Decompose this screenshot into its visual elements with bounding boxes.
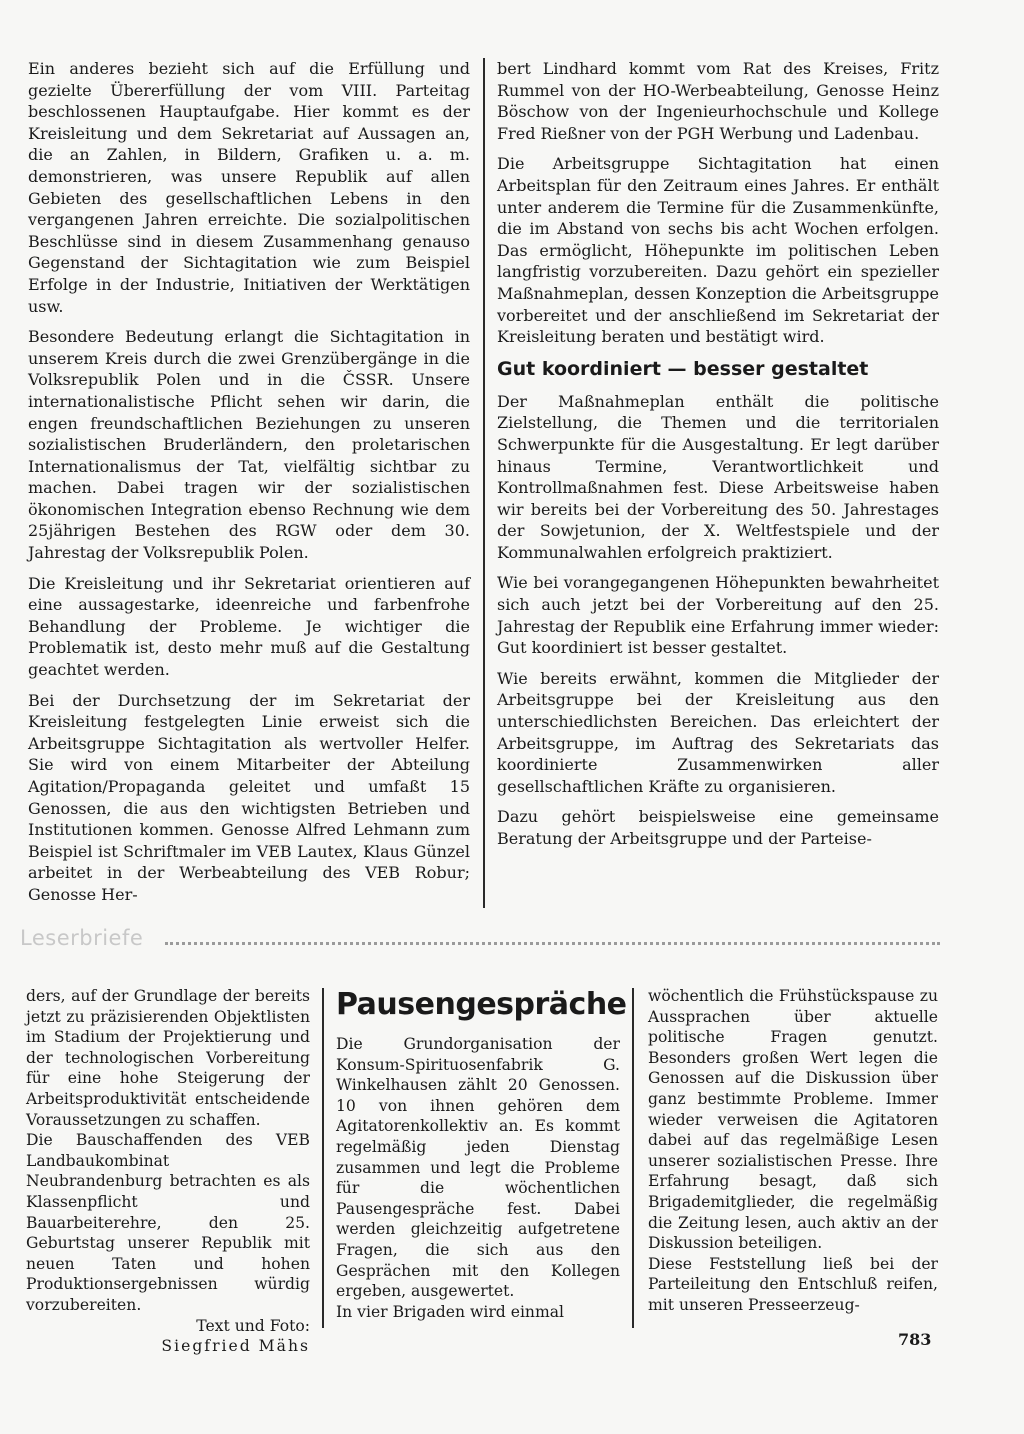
photo-credit: Text und Foto:: [196, 1316, 310, 1335]
paragraph: Wie bei vorangegangenen Höhepunkten bewahrheitet sich auch jetzt bei der Vorbereitung auf den 25. Jahrestag der Republik eine Erfahrung immer wieder: Gut koordiniert ist besser gestaltet.: [497, 573, 939, 658]
letter-column-3: [648, 986, 938, 1316]
paragraph: Besondere Bedeutung erlangt die Sichtagitation in unserem Kreis durch die zwei Grenzübergänge in die Volksrepublik Polen und in die ČSSR. Unsere internationalistische Pflicht sehen wir darin, die engen freundschaftlichen Beziehungen zu unseren sozialistischen Bruderländern, den proletarischen Internationalismus der Tat, vielfältig sichtbar zu machen. Dabei tragen wir der sozialistischen ökonomischen Integration ebenso Rechnung wie dem 25jährigen Bestehen des RGW oder dem 30. Jahrestag der Volksrepublik Polen.: [28, 327, 470, 563]
letter-title: Pausengespräche: [336, 987, 627, 1022]
article-column-left: [28, 58, 470, 915]
article-column-right: [497, 58, 939, 859]
bottom-column-divider-2: [632, 988, 634, 1328]
page-number: 783: [898, 1330, 932, 1349]
top-column-divider: [483, 58, 485, 908]
bottom-column-divider-1: [322, 988, 324, 1328]
letter-column-1: [26, 986, 310, 1357]
paragraph: Die Kreisleitung und ihr Sekretariat orientieren auf eine aussagestarke, ideenreiche und farbenfrohe Behandlung der Probleme. Je wichtiger die Problematik ist, desto mehr muß auf die Gestaltung geachtet werden.: [28, 573, 470, 680]
paragraph: In vier Brigaden wird einmal: [336, 1302, 565, 1321]
letter-column-2: [336, 986, 627, 1322]
paragraph: Der Maßnahmeplan enthält die politische Zielstellung, die Themen und die territorialen Schwerpunkte für die Ausgestaltung. Er legt darüber hinaus Termine, Verantwortlichkeit und Kontrollmaßnahmen fest. Diese Arbeitsweise haben wir bereits bei der Vorbereitung des 50. Jahrestages der Sowjetunion, der X. Weltfestspiele und der Kommunalwahlen erfolgreich praktiziert.: [497, 391, 939, 562]
paragraph: Die Bauschaffenden des VEB Landbaukombinat Neubrandenburg betrachten es als Klassenpflicht und Bauarbeiterehre, den 25. Geburtstag unserer Republik mit neuen Taten und hohen Produktionsergebnissen würdig vorzubereiten.: [26, 1131, 310, 1314]
paragraph: bert Lindhard kommt vom Rat des Kreises, Fritz Rummel von der HO-Werbeabteilung, Genosse Heinz Böschow von der Ingenieurhochschule und Kollege Fred Rießner von der PGH Werbung und Ladenbau.: [497, 59, 939, 143]
author-byline: Siegfried Mähs: [161, 1337, 310, 1356]
section-subheading: Gut koordiniert — besser gestaltet: [497, 357, 869, 380]
section-label-leserbriefe: Leserbriefe: [20, 926, 144, 950]
paragraph: Die Arbeitsgruppe Sichtagitation hat einen Arbeitsplan für den Zeitraum eines Jahres. Er enthält unter anderem die Termine für die Zusammenkünfte, die im Abstand von sechs bis acht Wochen erfolgen. Das ermöglicht, Höhepunkte im politischen Leben langfristig vorzubereiten. Dazu gehört ein spezieller Maßnahmeplan, dessen Konzeption die Arbeitsgruppe vorbereitet und der anschließend im Sekretariat der Kreisleitung beraten und bestätigt wird.: [497, 154, 939, 347]
paragraph: Bei der Durchsetzung der im Sekretariat der Kreisleitung festgelegten Linie erweist sich die Arbeitsgruppe Sichtagitation als wertvoller Helfer. Sie wird von einem Mitarbeiter der Abteilung Agitation/Propaganda geleitet und umfaßt 15 Genossen, die aus den wichtigsten Betrieben und Institutionen kommen. Genosse Alfred Lehmann zum Beispiel ist Schriftmaler im VEB Lautex, Klaus Günzel arbeitet in der Werbeabteilung des VEB Robur; Genosse Her-: [28, 690, 470, 904]
paragraph: wöchentlich die Frühstückspause zu Aussprachen über aktuelle politische Fragen genutzt. Besonders großen Wert legen die Genossen auf die Diskussion über ganz bestimmte Probleme. Immer wieder verweisen die Agitatoren dabei auf das regelmäßige Lesen unserer sozialistischen Presse. Ihre Erfahrung besagt, daß sich Brigademitglieder, die regelmäßig die Zeitung lesen, auch aktiv an der Diskussion beteiligen.: [648, 987, 938, 1253]
section-dotted-rule: [165, 942, 940, 945]
paragraph: ders, auf der Grundlage der bereits jetzt zu präzisierenden Objektlisten im Stadium der Projektierung und der technologischen Vorbereitung für eine hohe Steigerung der Arbeitsproduktivität entscheidende Voraussetzungen zu schaffen.: [26, 987, 310, 1129]
paragraph: Wie bereits erwähnt, kommen die Mitglieder der Arbeitsgruppe bei der Kreisleitung aus den unterschiedlichsten Bereichen. Das erleichtert der Arbeitsgruppe, im Auftrag des Sekretariats das koordinierte Zusammenwirken aller gesellschaftlichen Kräfte zu organisieren.: [497, 668, 939, 796]
paragraph: Ein anderes bezieht sich auf die Erfüllung und gezielte Übererfüllung der vom VIII. Parteitag beschlossenen Hauptaufgabe. Hier kommt es der Kreisleitung und dem Sekretariat auf Aussagen an, die an Zahlen, in Bildern, Grafiken u. a. m. demonstrieren, was unsere Republik auf allen Gebieten des gesellschaftlichen Lebens in den vergangenen Jahren erreichte. Die sozialpolitischen Beschlüsse sind in diesem Zusammenhang genauso Gegenstand der Sichtagitation wie zum Beispiel Erfolge in der Industrie, Initiativen der Werktätigen usw.: [28, 59, 470, 316]
paragraph: Die Grundorganisation der Konsum-Spirituosenfabrik G. Winkelhausen zählt 20 Genossen. 10 von ihnen gehören dem Agitatorenkollektiv an. Es kommt regelmäßig jeden Dienstag zusammen und legt die Probleme für die wöchentlichen Pausengespräche fest. Dabei werden gleichzeitig aufgetretene Fragen, die sich aus den Gesprächen mit den Kollegen ergeben, ausgewertet.: [336, 1035, 620, 1301]
paragraph: Diese Feststellung ließ bei der Parteileitung den Entschluß reifen, mit unseren Presseerzeug-: [648, 1254, 938, 1314]
paragraph: Dazu gehört beispielsweise eine gemeinsame Beratung der Arbeitsgruppe und der Parteise-: [497, 807, 939, 848]
